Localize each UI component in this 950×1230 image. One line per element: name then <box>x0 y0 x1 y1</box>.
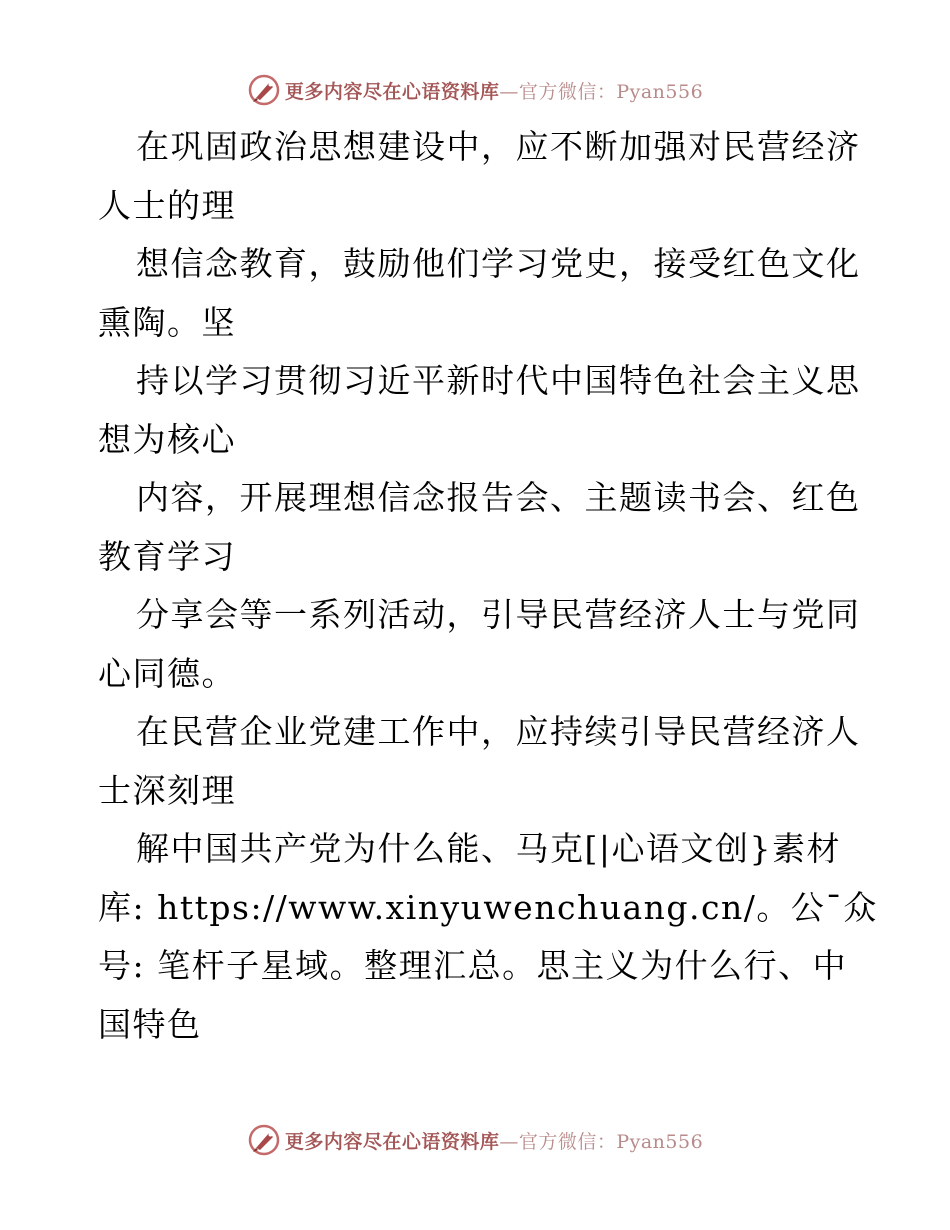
paragraph-line: 士深刻理 <box>98 770 236 810</box>
header-watermark-banner <box>0 70 950 110</box>
paragraph-line: 国特色 <box>98 1004 202 1044</box>
paragraph-line: 人士的理 <box>98 185 236 225</box>
paragraph-line: 在巩固政治思想建设中，应不断加强对民营经济 <box>136 127 861 166</box>
banner-brand-text: 更多内容尽在心语资料库 <box>284 1130 500 1153</box>
paragraph-line: 号: 笔杆子星域。整理汇总。思主义为什么行、中 <box>98 946 848 985</box>
pen-nib-logo-icon <box>247 73 281 107</box>
pen-nib-logo-icon <box>247 1123 281 1157</box>
paragraph-line: 心同德。 <box>98 653 236 693</box>
paragraph-line: 想信念教育，鼓励他们学习党史，接受红色文化 <box>136 244 861 283</box>
document-body <box>98 118 878 1054</box>
paragraph-line: 库: https://www.xinyuwenchuang.cn/。公¯众 <box>98 887 878 927</box>
banner-wechat-text: —官方微信：Pyan556 <box>499 1130 704 1153</box>
paragraph-line: 解中国共产党为什么能、马克[|心语文创}素材 <box>136 829 841 868</box>
footer-watermark-banner <box>0 1120 950 1160</box>
paragraph-line: 内容，开展理想信念报告会、主题读书会、红色 <box>136 478 861 517</box>
banner-brand-text: 更多内容尽在心语资料库 <box>284 80 500 103</box>
paragraph-line: 在民营企业党建工作中，应持续引导民营经济人 <box>136 712 861 751</box>
paragraph-line: 教育学习 <box>98 536 236 576</box>
paragraph-line: 持以学习贯彻习近平新时代中国特色社会主义思 <box>136 361 861 400</box>
banner-wechat-text: —官方微信：Pyan556 <box>499 80 704 103</box>
paragraph-line: 熏陶。坚 <box>98 302 236 342</box>
paragraph-line: 分享会等一系列活动，引导民营经济人士与党同 <box>136 595 861 634</box>
paragraph-line: 想为核心 <box>98 419 236 459</box>
